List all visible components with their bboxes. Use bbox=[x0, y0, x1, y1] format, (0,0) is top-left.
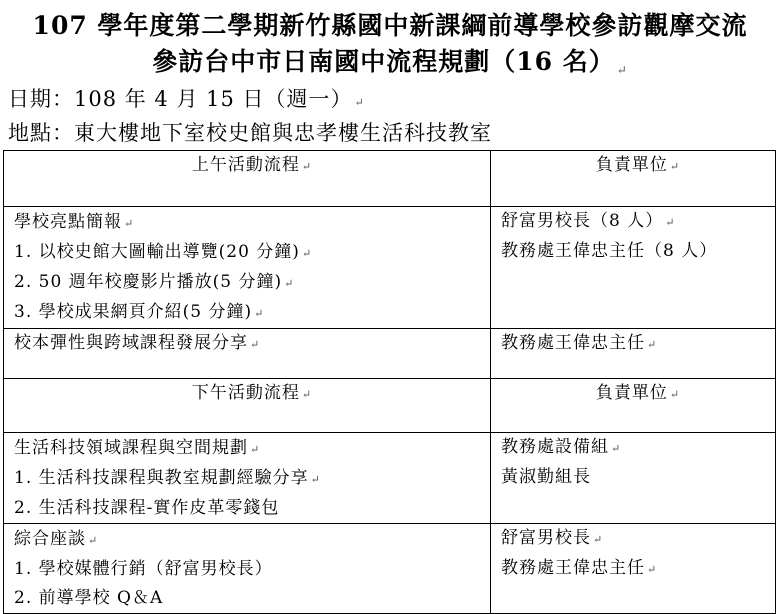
responsible-header-cell bbox=[491, 379, 776, 433]
activity-line: 2. 50 週年校慶影片播放(5 分鐘) ↵ bbox=[14, 272, 295, 292]
activity-line: 1. 以校史館大圖輸出導覽(20 分鐘) ↵ bbox=[14, 242, 313, 262]
responsible-line: 舒富男校長（8 人） ↵ bbox=[501, 211, 676, 231]
date-text: 日期：108 年 4 月 15 日（週一） bbox=[8, 87, 353, 111]
document-title-line2 bbox=[0, 42, 780, 78]
table-row bbox=[4, 524, 776, 614]
activity-line: 3. 學校成果網頁介紹(5 分鐘) ↵ bbox=[14, 302, 265, 322]
date-line bbox=[8, 83, 365, 113]
location-line bbox=[8, 117, 492, 147]
activity-line: 學校亮點簡報 ↵ bbox=[14, 212, 135, 232]
schedule-table bbox=[3, 150, 776, 614]
table-row bbox=[4, 207, 776, 329]
responsible-line: 教務處設備組 ↵ bbox=[501, 437, 622, 457]
responsible-line: 教務處王偉忠主任（8 人） bbox=[501, 241, 718, 261]
responsible-line: 教務處王偉忠主任 ↵ bbox=[501, 558, 658, 578]
paragraph-mark-icon: ↵ bbox=[301, 388, 313, 401]
responsible-line: 舒富男校長 ↵ bbox=[501, 528, 604, 548]
responsible-header-text: 負責單位 bbox=[595, 383, 668, 403]
document-title-line1: 107 學年度第二學期新竹縣國中新課綱前導學校參訪觀摩交流 bbox=[32, 11, 748, 40]
responsible-header-text: 負責單位 bbox=[595, 155, 668, 175]
morning-header-cell bbox=[4, 151, 491, 207]
table-row bbox=[4, 433, 776, 524]
afternoon-header-cell bbox=[4, 379, 491, 433]
morning-header-text: 上午活動流程 bbox=[191, 155, 300, 175]
activity-cell bbox=[4, 524, 491, 614]
responsible-cell: 教務處王偉忠主任 ↵ bbox=[491, 329, 776, 379]
paragraph-mark-icon: ↵ bbox=[354, 96, 365, 109]
paragraph-mark-icon: ↵ bbox=[301, 160, 313, 173]
activity-line: 1. 學校媒體行銷（舒富男校長） bbox=[14, 559, 273, 579]
activity-line: 2. 前導學校 Q＆A bbox=[14, 588, 164, 608]
activity-line: 1. 生活科技課程與教室規劃經驗分享 ↵ bbox=[14, 468, 321, 488]
activity-line: 生活科技領域課程與空間規劃 ↵ bbox=[14, 438, 261, 458]
activity-cell bbox=[4, 433, 491, 524]
activity-cell bbox=[4, 207, 491, 329]
responsible-cell bbox=[491, 433, 776, 524]
activity-cell: 校本彈性與跨域課程發展分享 ↵ bbox=[4, 329, 491, 379]
location-text: 地點：東大樓地下室校史館與忠孝樓生活科技教室 bbox=[8, 121, 492, 145]
title-line2-text: 參訪台中市日南國中流程規劃（16 名） bbox=[152, 47, 615, 76]
activity-line: 綜合座談 ↵ bbox=[14, 529, 99, 549]
paragraph-mark-icon: ↵ bbox=[616, 63, 628, 77]
afternoon-header-row bbox=[4, 379, 776, 433]
morning-header-row bbox=[4, 151, 776, 207]
responsible-cell bbox=[491, 524, 776, 614]
paragraph-mark-icon: ↵ bbox=[669, 388, 681, 401]
table-row bbox=[4, 329, 776, 379]
responsible-line: 黃淑勤組長 bbox=[501, 467, 591, 487]
responsible-header-cell bbox=[491, 151, 776, 207]
responsible-cell bbox=[491, 207, 776, 329]
afternoon-header-text: 下午活動流程 bbox=[191, 383, 300, 403]
paragraph-mark-icon: ↵ bbox=[669, 160, 681, 173]
activity-line: 2. 生活科技課程-實作皮革零錢包 bbox=[14, 498, 280, 518]
